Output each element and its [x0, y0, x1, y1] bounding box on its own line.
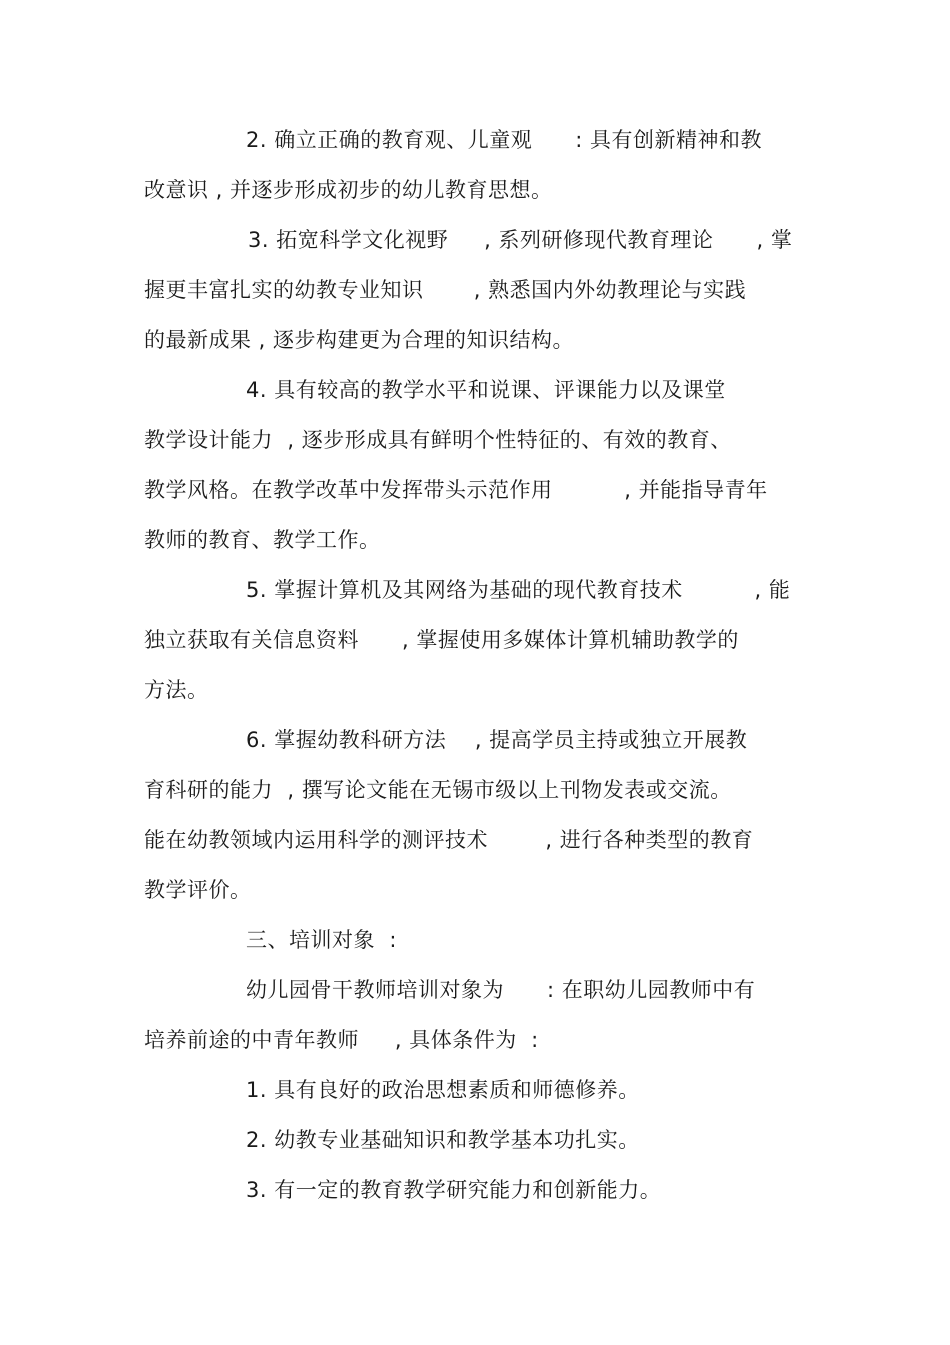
paragraph-line: 幼儿园骨干教师培训对象为 : 在职幼儿园教师中有	[246, 978, 756, 1002]
section-heading: 三、培训对象 :	[246, 928, 397, 952]
paragraph-line: 教学设计能力 , 逐步形成具有鲜明个性特征的、有效的教育、	[144, 428, 732, 452]
paragraph-line: 教学风格。在教学改革中发挥带头示范作用 , 并能指导青年	[144, 478, 768, 502]
list-item: 2. 幼教专业基础知识和教学基本功扎实。	[246, 1128, 640, 1152]
paragraph-line: 3. 拓宽科学文化视野 , 系列研修现代教育理论 , 掌	[248, 228, 793, 252]
paragraph-line: 2. 确立正确的教育观、儿童观 : 具有创新精神和教	[246, 128, 763, 152]
paragraph-line: 5. 掌握计算机及其网络为基础的现代教育技术 , 能	[246, 578, 791, 602]
paragraph-line: 能在幼教领域内运用科学的测评技术 , 进行各种类型的教育	[144, 828, 754, 852]
paragraph-line: 的最新成果 , 逐步构建更为合理的知识结构。	[144, 328, 575, 352]
paragraph-line: 握更丰富扎实的幼教专业知识 , 熟悉国内外幼教理论与实践	[144, 278, 747, 302]
paragraph-line: 独立获取有关信息资料 , 掌握使用多媒体计算机辅助教学的	[144, 628, 739, 652]
paragraph-line: 改意识 , 并逐步形成初步的幼儿教育思想。	[144, 178, 553, 202]
paragraph-line: 6. 掌握幼教科研方法 , 提高学员主持或独立开展教	[246, 728, 748, 752]
list-item: 1. 具有良好的政治思想素质和师德修养。	[246, 1078, 640, 1102]
list-item: 3. 有一定的教育教学研究能力和创新能力。	[246, 1178, 662, 1202]
paragraph-line: 4. 具有较高的教学水平和说课、评课能力以及课堂	[246, 378, 726, 402]
paragraph-line: 育科研的能力 , 撰写论文能在无锡市级以上刊物发表或交流。	[144, 778, 732, 802]
paragraph-line: 教学评价。	[144, 878, 252, 902]
paragraph-line: 教师的教育、教学工作。	[144, 528, 381, 552]
paragraph-line: 培养前途的中青年教师 , 具体条件为 :	[144, 1028, 539, 1052]
paragraph-line: 方法。	[144, 678, 209, 702]
